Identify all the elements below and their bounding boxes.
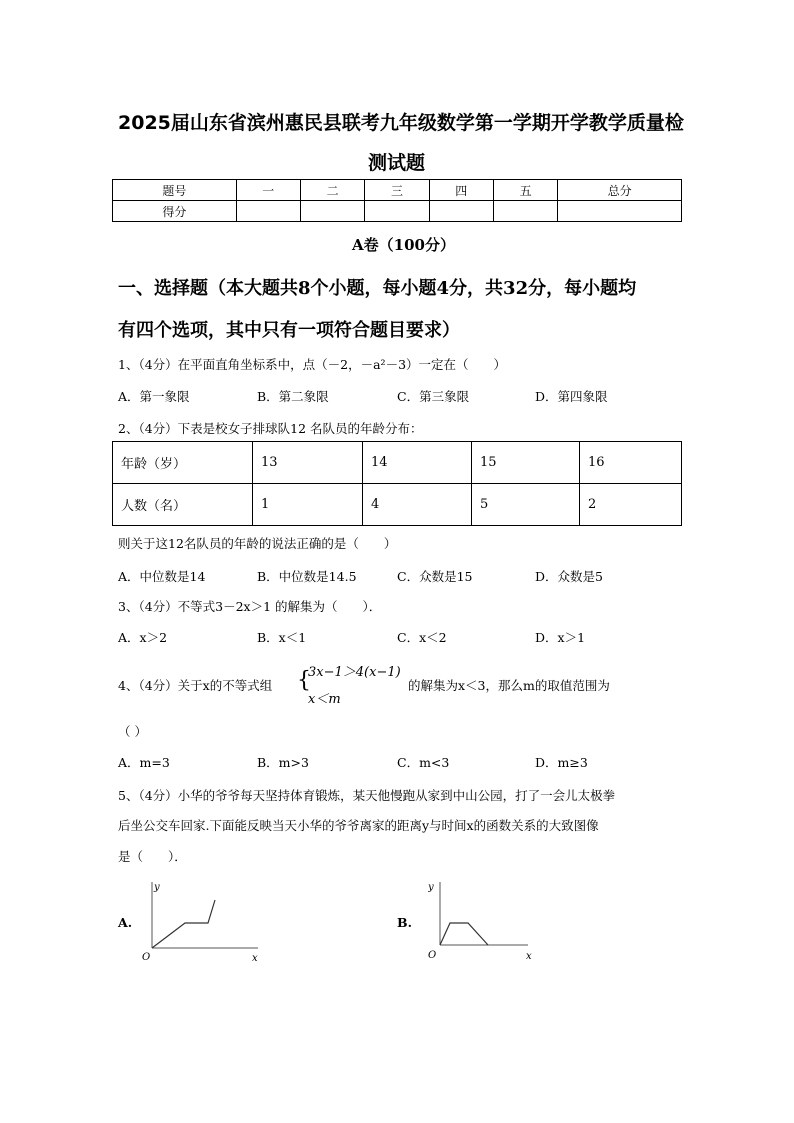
cell: 五 bbox=[493, 180, 557, 201]
section-heading-1: 一、选择题（本大题共8个小题，每小题4分，共32分，每小题均 bbox=[118, 278, 637, 299]
q3-option-b: B．x＜1 bbox=[257, 630, 307, 645]
section-heading-2: 有四个选项，其中只有一项符合题目要求） bbox=[118, 320, 460, 341]
q4-option-b: B．m>3 bbox=[257, 755, 309, 770]
cell: 二 bbox=[300, 180, 364, 201]
cell: 4 bbox=[363, 484, 472, 526]
q2-option-d: D．众数是5 bbox=[535, 569, 603, 584]
cell: 年龄（岁） bbox=[113, 442, 253, 484]
graph-a-label: A. bbox=[118, 915, 133, 930]
q2-option-a: A．中位数是14 bbox=[118, 569, 206, 584]
q3-stem: 3、（4分）不等式3－2x＞1 的解集为（ ）． bbox=[118, 599, 382, 614]
origin-label: O bbox=[142, 952, 151, 963]
cell: 得分 bbox=[113, 201, 237, 222]
q5-line-2: 后坐公交车回家.下面能反映当天小华的爷爷离家的距离y与时间x的函数关系的大致图像 bbox=[118, 818, 599, 833]
q3-option-c: C．x＜2 bbox=[397, 630, 447, 645]
age-row bbox=[113, 442, 682, 484]
q1-option-c: C．第三象限 bbox=[397, 389, 470, 404]
graph-b-line bbox=[440, 923, 488, 945]
y-label: y bbox=[154, 882, 160, 893]
cell: 16 bbox=[580, 442, 682, 484]
q2-option-b: B．中位数是14.5 bbox=[257, 569, 357, 584]
q1-option-a: A．第一象限 bbox=[118, 389, 190, 404]
y-label: y bbox=[428, 882, 434, 893]
q2-question: 则关于这12名队员的年龄的说法正确的是（ ） bbox=[118, 536, 397, 551]
graph-a-line bbox=[152, 900, 215, 948]
cell: 2 bbox=[580, 484, 682, 526]
title-line-2: 测试题 bbox=[368, 152, 426, 174]
score-row-header bbox=[113, 180, 682, 201]
cell bbox=[493, 201, 557, 222]
q1-option-b: B．第二象限 bbox=[257, 389, 329, 404]
q3-option-d: D．x＞1 bbox=[535, 630, 586, 645]
q4-stem-after: 的解集为x＜3，那么m的取值范围为 bbox=[408, 678, 610, 693]
origin-label: O bbox=[428, 950, 437, 961]
q2-option-c: C．众数是15 bbox=[397, 569, 473, 584]
volume-heading: A卷（100分） bbox=[352, 236, 455, 254]
cell: 人数（名） bbox=[113, 484, 253, 526]
title-line-1: 2025届山东省滨州惠民县联考九年级数学第一学期开学教学质量检 bbox=[118, 112, 684, 134]
cell bbox=[300, 201, 364, 222]
q3-option-a: A．x＞2 bbox=[118, 630, 168, 645]
q5-line-3: 是（ ）． bbox=[118, 849, 187, 864]
cell: 题号 bbox=[113, 180, 237, 201]
cell: 四 bbox=[429, 180, 493, 201]
brace-icon: { bbox=[297, 668, 311, 693]
q5-line-1: 5、（4分）小华的爷爷每天坚持体育锻炼，某天他慢跑从家到中山公园，打了一会儿太极拳 bbox=[118, 788, 616, 803]
cell: 1 bbox=[253, 484, 363, 526]
cell: 15 bbox=[472, 442, 580, 484]
x-label: x bbox=[526, 951, 532, 962]
q1-option-d: D．第四象限 bbox=[535, 389, 608, 404]
cell bbox=[236, 201, 300, 222]
q4-stem-before: 4、（4分）关于x的不等式组 bbox=[118, 678, 273, 693]
cell: 总分 bbox=[558, 180, 682, 201]
x-label: x bbox=[252, 953, 258, 963]
cell: 三 bbox=[365, 180, 429, 201]
age-table bbox=[112, 441, 682, 526]
cell: 13 bbox=[253, 442, 363, 484]
q4-option-d: D．m≥3 bbox=[535, 755, 588, 770]
cell: 5 bbox=[472, 484, 580, 526]
cell bbox=[558, 201, 682, 222]
graph-b bbox=[428, 878, 538, 963]
q1-stem: 1、（4分）在平面直角坐标系中，点（－2，－a²－3）一定在（ ） bbox=[118, 357, 507, 372]
score-row-values bbox=[113, 201, 682, 222]
count-row bbox=[113, 484, 682, 526]
cell: 14 bbox=[363, 442, 472, 484]
score-table bbox=[112, 179, 682, 222]
q4-system-line-1: 3x−1＞4(x−1) bbox=[308, 665, 401, 680]
q4-paren: （ ） bbox=[118, 724, 147, 739]
q2-stem: 2、（4分）下表是校女子排球队12 名队员的年龄分布： bbox=[118, 421, 423, 436]
q4-option-a: A．m=3 bbox=[118, 755, 170, 770]
graph-a bbox=[140, 878, 270, 963]
graph-b-label: B. bbox=[397, 915, 412, 930]
cell: 一 bbox=[236, 180, 300, 201]
cell bbox=[365, 201, 429, 222]
cell bbox=[429, 201, 493, 222]
q4-option-c: C．m<3 bbox=[397, 755, 450, 770]
q4-system-line-2: x＜m bbox=[308, 692, 341, 707]
